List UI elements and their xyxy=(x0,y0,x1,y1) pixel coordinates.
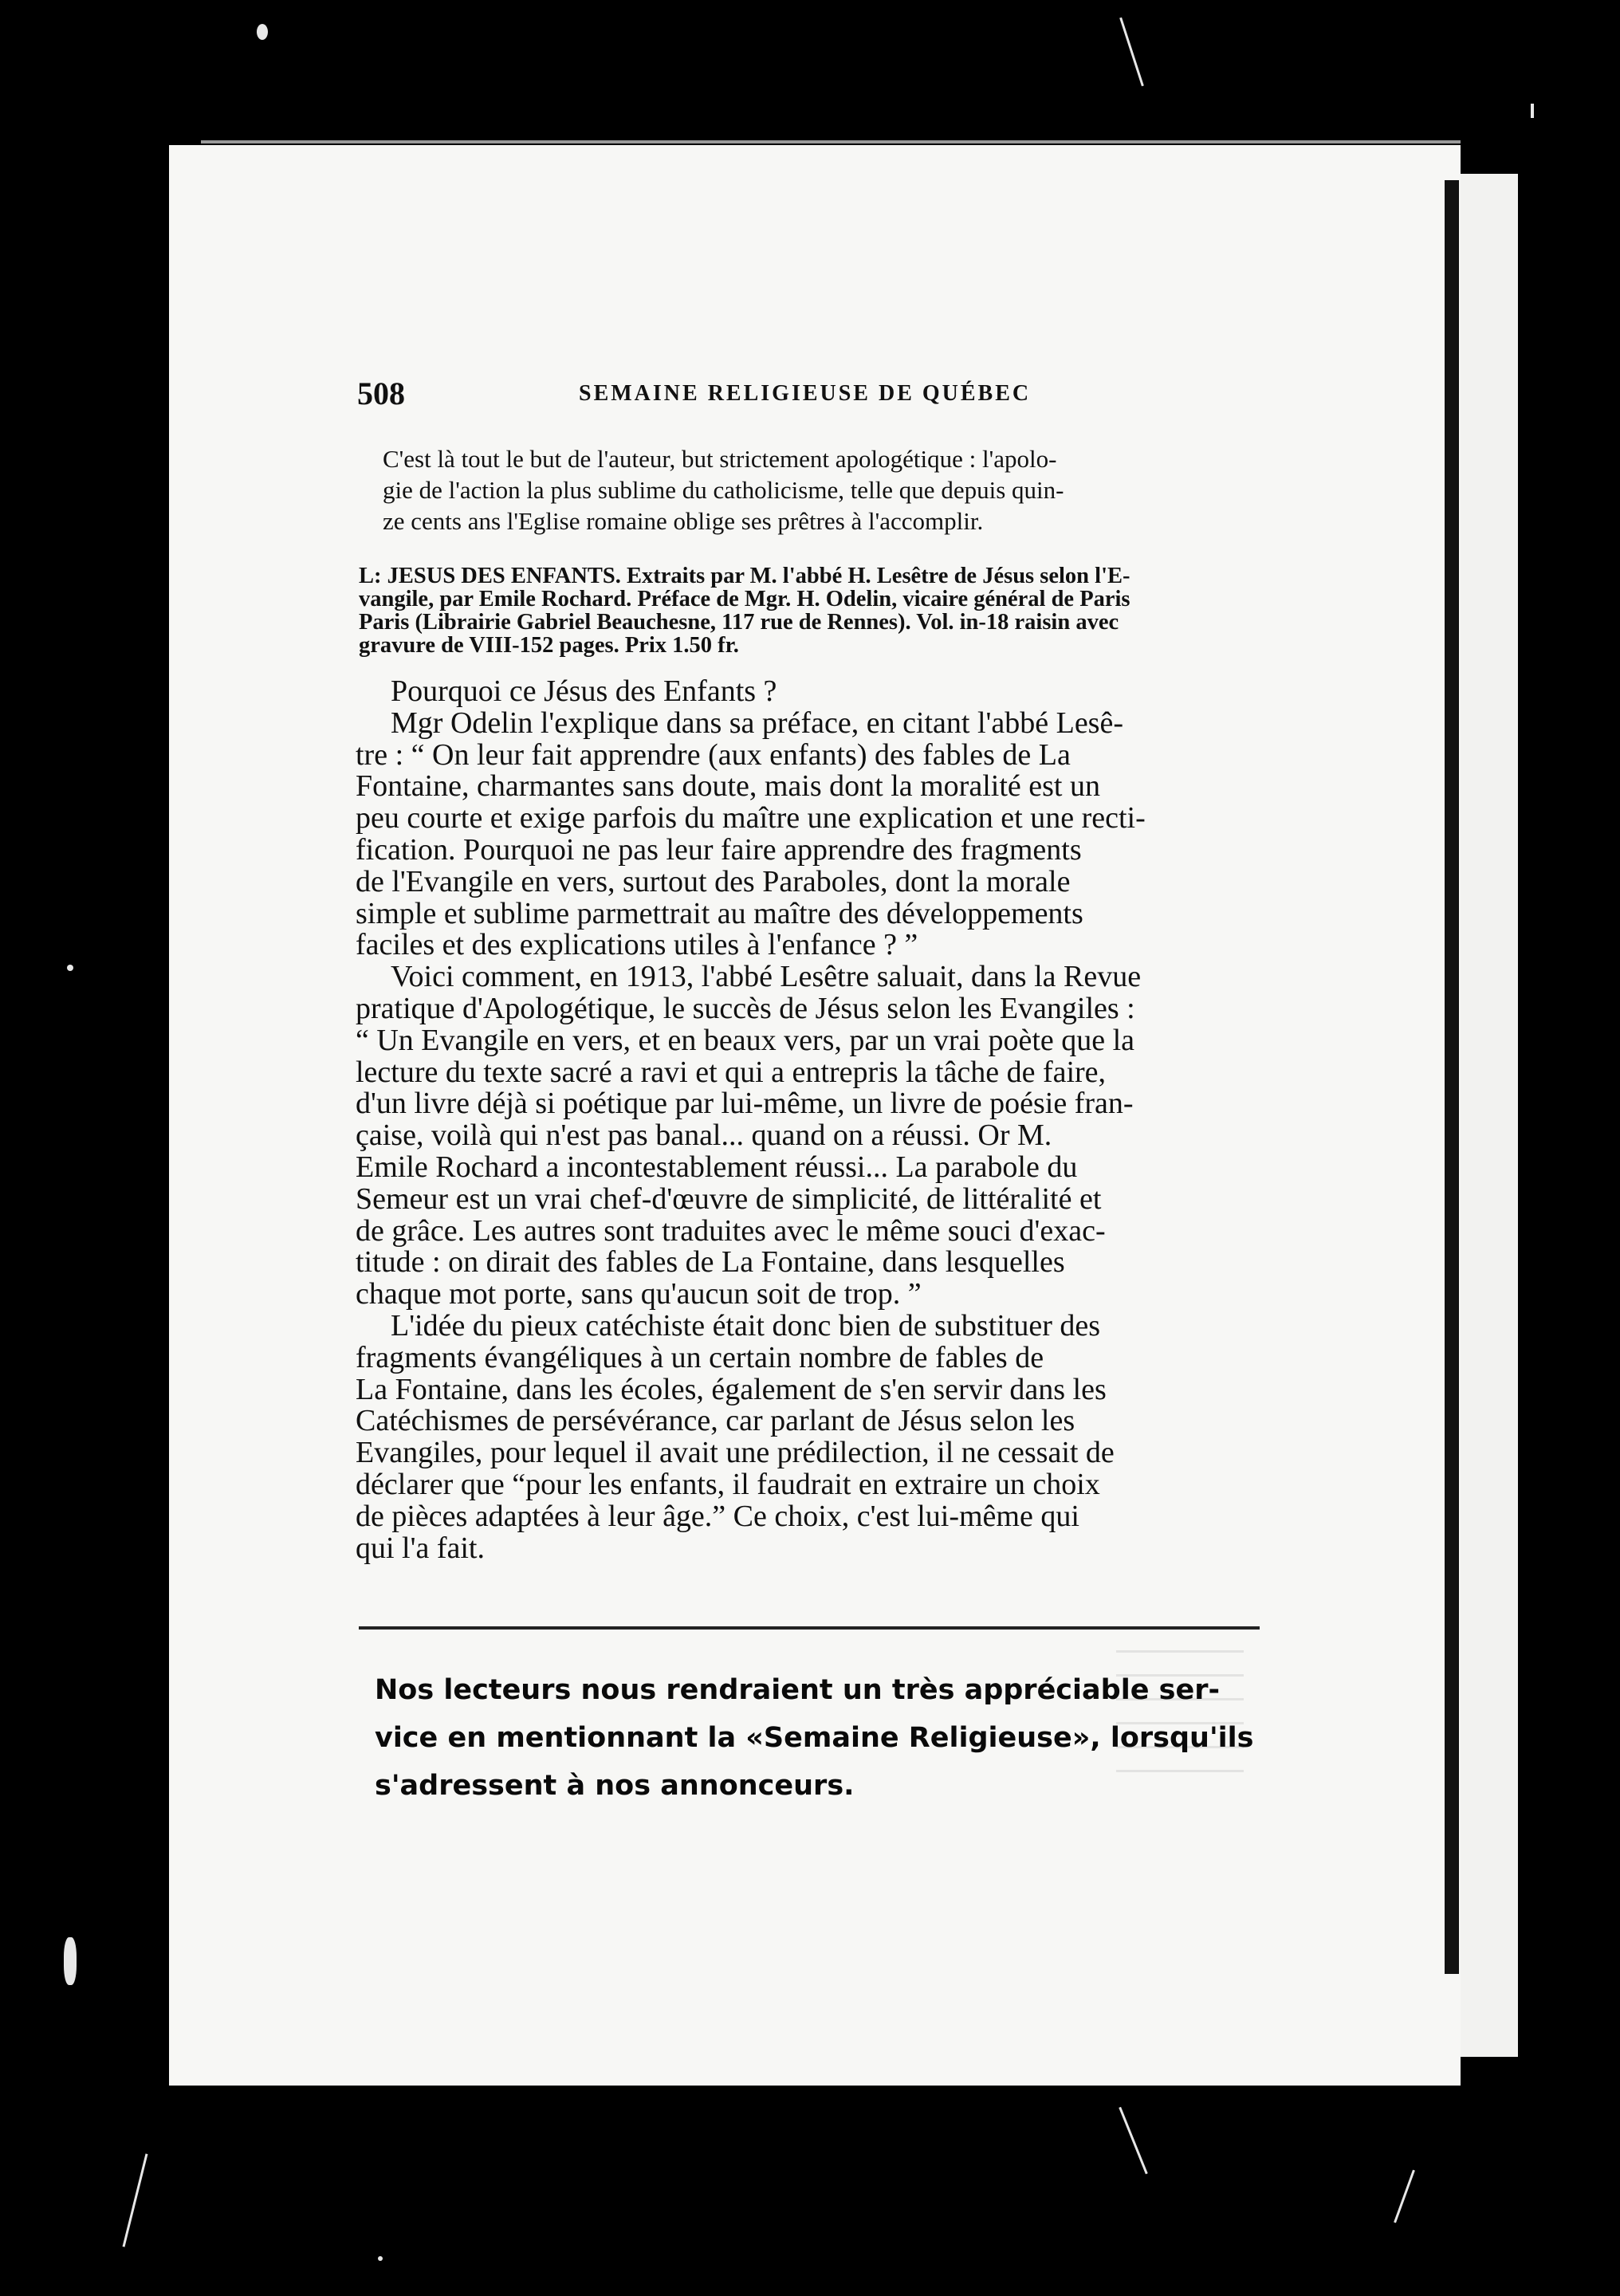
text-line: Fontaine, charmantes sans doute, mais dont la moralité est un xyxy=(356,769,1100,804)
notice-line: Nos lecteurs nous rendraient un très appréciable ser- xyxy=(375,1674,1220,1706)
text-line: Paris (Librairie Gabriel Beauchesne, 117 rue de Rennes). Vol. in-18 raisin avec xyxy=(359,610,1119,635)
text-line: çaise, voilà qui n'est pas banal... quand on a réussi. Or M. xyxy=(356,1119,1052,1153)
text-line: L'idée du pieux catéchiste était donc bien de substituer des xyxy=(391,1308,1101,1343)
text-line: de grâce. Les autres sont traduites avec le même souci d'exac- xyxy=(356,1213,1106,1248)
text-line: ze cents ans l'Eglise romaine oblige ses prêtres à l'accomplir. xyxy=(383,507,984,535)
text-line: lecture du texte sacré a ravi et qui a entrepris la tâche de faire, xyxy=(356,1055,1107,1089)
film-speck xyxy=(257,24,268,40)
page-gutter-shadow xyxy=(1445,180,1459,1974)
text-line: peu courte et exige parfois du maître une explication et une recti- xyxy=(356,801,1146,835)
book-edge-line xyxy=(201,140,1461,144)
text-line: Semeur est un vrai chef-d'œuvre de simplicité, de littéralité et xyxy=(356,1181,1102,1216)
text-line: Voici comment, en 1913, l'abbé Lesêtre saluait, dans la Revue xyxy=(391,960,1142,994)
adjacent-page-edge xyxy=(1461,174,1518,2057)
text-line: Mgr Odelin l'explique dans sa préface, en citant l'abbé Lesê- xyxy=(391,706,1123,740)
text-line: chaque mot porte, sans qu'aucun soit de trop. ” xyxy=(356,1277,922,1311)
film-speck xyxy=(378,2256,383,2261)
film-speck xyxy=(1531,104,1534,118)
text-line: déclarer que “pour les enfants, il faudrait en extraire un choix xyxy=(356,1467,1100,1501)
text-line: gravure de VIII-152 pages. Prix 1.50 fr. xyxy=(359,633,739,658)
text-line: fication. Pourquoi ne pas leur faire apprendre des fragments xyxy=(356,832,1082,867)
film-speck xyxy=(67,965,73,971)
running-title: SEMAINE RELIGIEUSE DE QUÉBEC xyxy=(579,381,1032,406)
text-line: titude : on dirait des fables de La Fontaine, dans lesquelles xyxy=(356,1245,1065,1280)
text-line: gie de l'action la plus sublime du catholicisme, telle que depuis quin- xyxy=(383,476,1064,504)
advertiser-notice xyxy=(375,1666,1253,1810)
text-line: faciles et des explications utiles à l'enfance ? ” xyxy=(356,928,918,962)
film-speck xyxy=(64,1937,77,1985)
film-speck xyxy=(1119,2107,1147,2175)
page-number: 508 xyxy=(357,375,405,411)
film-speck xyxy=(1394,2170,1415,2223)
text-line: d'un livre déjà si poétique par lui-même, un livre de poésie fran- xyxy=(356,1087,1134,1121)
text-line: simple et sublime parmettrait au maître des développements xyxy=(356,896,1083,930)
film-speck xyxy=(123,2153,148,2247)
book-reference xyxy=(359,564,1130,657)
page-header xyxy=(357,375,1255,411)
text-line: Catéchismes de persévérance, car parlant de Jésus selon les xyxy=(356,1404,1075,1438)
text-line: pratique d'Apologétique, le succès de Jésus selon les Evangiles : xyxy=(356,991,1135,1025)
text-line: La Fontaine, dans les écoles, également de s'en servir dans les xyxy=(356,1372,1107,1406)
text-line: C'est là tout le but de l'auteur, but strictement apologétique : l'apolo- xyxy=(383,445,1057,473)
text-line: de l'Evangile en vers, surtout des Paraboles, dont la morale xyxy=(356,864,1071,898)
text-line: qui l'a fait. xyxy=(356,1531,485,1565)
text-line: fragments évangéliques à un certain nombre de fables de xyxy=(356,1340,1044,1374)
notice-line: s'adressent à nos annonceurs. xyxy=(375,1770,855,1802)
text-line: Pourquoi ce Jésus des Enfants ? xyxy=(391,674,777,708)
text-line: Evangiles, pour lequel il avait une prédilection, il ne cessait de xyxy=(356,1436,1115,1470)
text-line: “ Un Evangile en vers, et en beaux vers, par un vrai poète que la xyxy=(356,1023,1135,1057)
review-body xyxy=(356,676,1146,1564)
text-line: Emile Rochard a incontestablement réussi... La parabole du xyxy=(356,1150,1078,1184)
text-line: de pièces adaptées à leur âge.” Ce choix, c'est lui-même qui xyxy=(356,1499,1079,1533)
text-line: tre : “ On leur fait apprendre (aux enfants) des fables de La xyxy=(356,737,1071,772)
text-line: L: JESUS DES ENFANTS. Extraits par M. l'abbé H. Lesêtre de Jésus selon l'E- xyxy=(359,564,1130,588)
text-line: vangile, par Emile Rochard. Préface de Mgr. H. Odelin, vicaire général de Paris xyxy=(359,587,1130,611)
film-speck xyxy=(1119,18,1144,87)
section-divider xyxy=(359,1626,1260,1630)
intro-paragraph xyxy=(383,443,1064,537)
notice-line: vice en mentionnant la «Semaine Religieuse», lorsqu'ils xyxy=(375,1722,1254,1754)
